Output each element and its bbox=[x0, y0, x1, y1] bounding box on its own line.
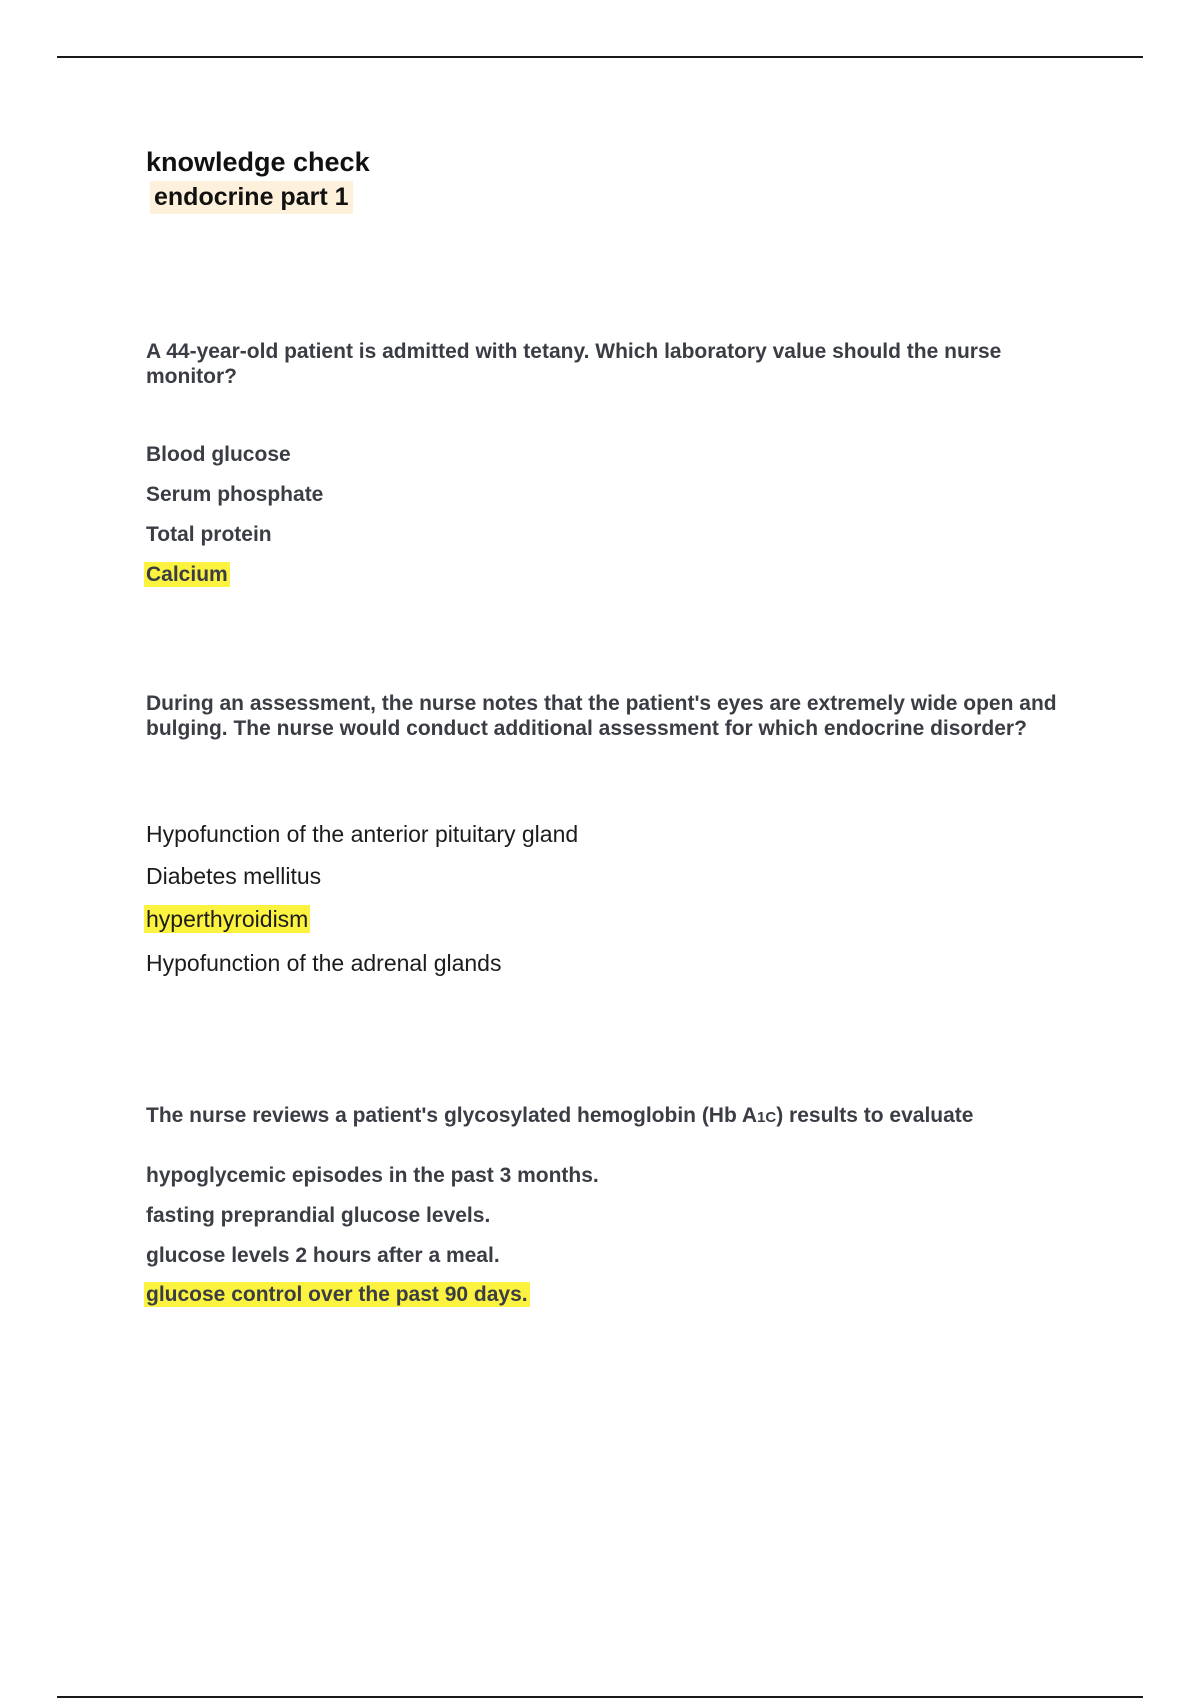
bottom-rule bbox=[57, 1696, 1143, 1698]
top-rule bbox=[57, 56, 1143, 58]
q2-option-3-answer bbox=[146, 906, 310, 933]
q3-option-2: fasting preprandial glucose levels. bbox=[146, 1204, 491, 1227]
question-3-text bbox=[146, 1103, 1076, 1130]
q3-text-part-2: ) results to evaluate bbox=[776, 1104, 974, 1127]
question-1-text: A 44-year-old patient is admitted with tetany. Which laboratory value should the nurse monitor? bbox=[146, 340, 1002, 388]
q1-option-4-answer bbox=[146, 563, 230, 587]
page-title: knowledge check bbox=[146, 147, 370, 177]
q2-option-4: Hypofunction of the adrenal glands bbox=[146, 950, 502, 976]
q1-option-1: Blood glucose bbox=[146, 443, 291, 466]
q3-option-3: glucose levels 2 hours after a meal. bbox=[146, 1244, 500, 1267]
q1-highlighted-answer: Calcium bbox=[146, 563, 228, 586]
q1-option-2: Serum phosphate bbox=[146, 483, 324, 506]
q2-option-2: Diabetes mellitus bbox=[146, 863, 322, 889]
q3-option-4-answer bbox=[146, 1283, 530, 1307]
q1-option-3: Total protein bbox=[146, 523, 272, 546]
question-2-text: During an assessment, the nurse notes that the patient's eyes are extremely wide open and bulging. The nurse would conduct additional assessment for which endocrine disorder? bbox=[146, 692, 1057, 740]
q3-text-subscript: 1C bbox=[757, 1109, 777, 1126]
q2-highlighted-answer: hyperthyroidism bbox=[146, 906, 309, 932]
q3-option-1: hypoglycemic episodes in the past 3 months. bbox=[146, 1164, 599, 1187]
page-subtitle: endocrine part 1 bbox=[150, 181, 353, 214]
q3-highlighted-answer: glucose control over the past 90 days. bbox=[146, 1283, 528, 1306]
q3-text-part-1: The nurse reviews a patient's glycosylated hemoglobin (Hb A bbox=[146, 1104, 758, 1127]
q2-option-1: Hypofunction of the anterior pituitary gland bbox=[146, 821, 579, 847]
